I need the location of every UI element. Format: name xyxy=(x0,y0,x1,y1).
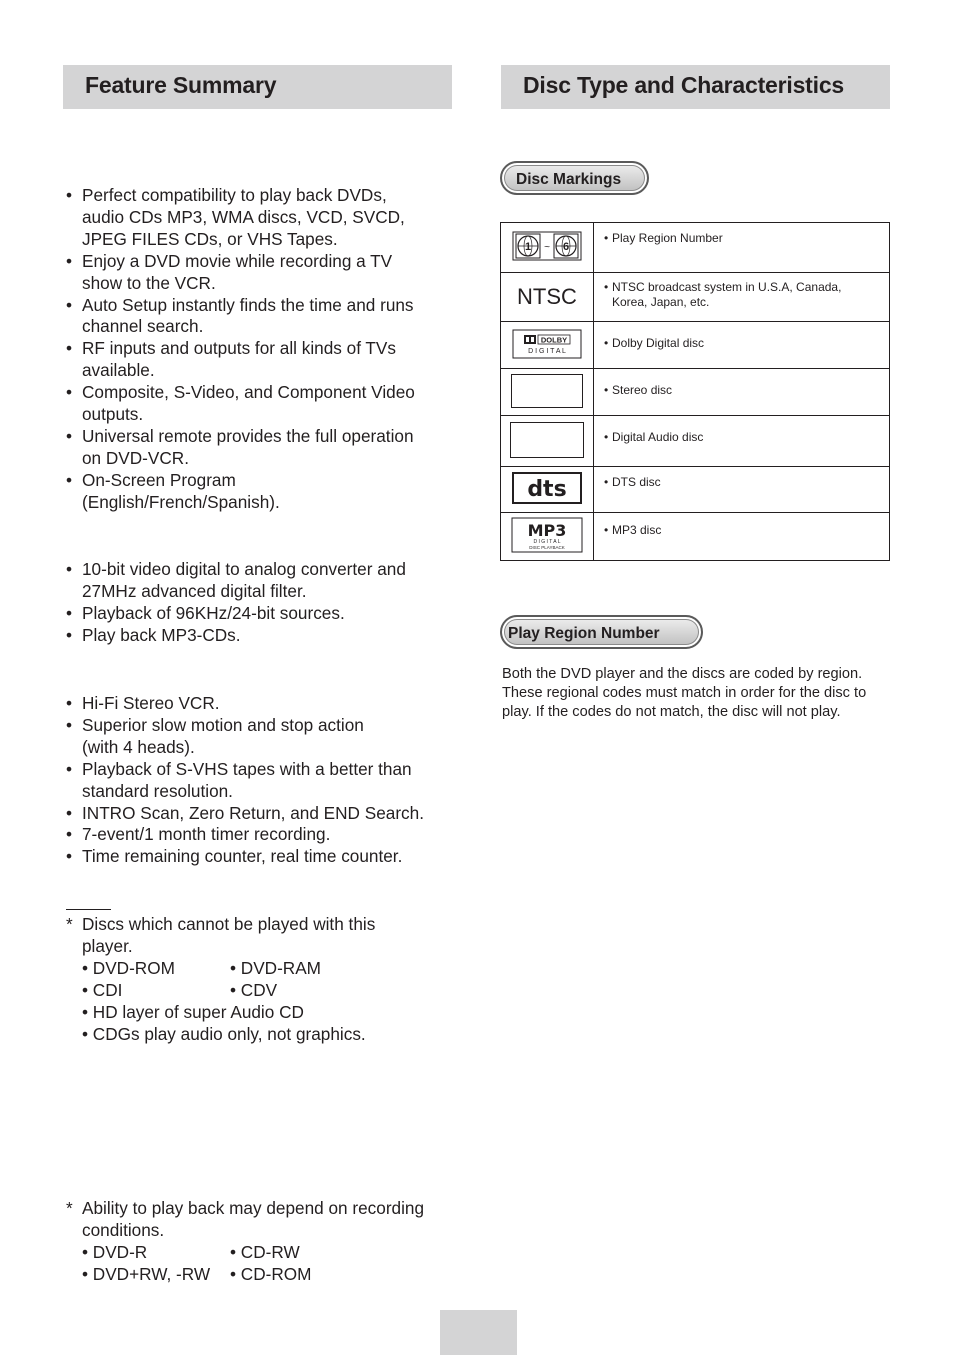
list-item-text: Universal remote provides the full operation xyxy=(82,425,414,446)
list-item-text: channel search. xyxy=(82,316,204,337)
list-item xyxy=(66,338,456,382)
note-pair xyxy=(82,1242,472,1264)
marking-description: • Stereo disc xyxy=(594,369,890,416)
marking-description: • MP3 disc xyxy=(594,513,890,561)
note-line: Discs which cannot be played with this xyxy=(82,914,376,934)
list-item-text: available. xyxy=(82,360,155,381)
list-item-text: Superior slow motion and stop action xyxy=(82,714,364,735)
list-item-text: (with 4 heads). xyxy=(82,736,195,757)
play-region-text: Both the DVD player and the discs are coded by region. These regional codes must match in order for the disc to play. If the codes do not match, the disc will not play. xyxy=(502,666,867,720)
list-item xyxy=(66,846,456,868)
list-item-text: Composite, S-Video, and Component Video xyxy=(82,382,415,403)
list-item-text: on DVD-VCR. xyxy=(82,447,189,468)
marking-description: • Play Region Number xyxy=(594,223,890,273)
dvd-features-list xyxy=(66,559,456,647)
svg-text:1: 1 xyxy=(524,241,532,253)
bullet-icon: • xyxy=(66,602,73,623)
list-item xyxy=(66,185,456,251)
bullet-icon: • xyxy=(66,185,73,205)
note-item: • DVD+RW, -RW xyxy=(82,1264,211,1285)
note-item: • CDGs play audio only, not graphics. xyxy=(82,1023,366,1044)
marking-description: • Dolby Digital disc xyxy=(594,322,890,369)
list-item-text: Enjoy a DVD movie while recording a TV xyxy=(82,250,393,271)
note-pair xyxy=(82,958,472,980)
note-item: • DVD-ROM xyxy=(82,957,175,978)
note-item: • HD layer of super Audio CD xyxy=(82,1001,304,1022)
note-line: conditions. xyxy=(82,1220,165,1241)
page-number-box xyxy=(440,1310,517,1355)
bullet-icon: • xyxy=(66,758,73,779)
list-item-text: audio CDs MP3, WMA discs, VCD, SVCD, xyxy=(82,206,405,227)
note-pair xyxy=(82,1264,472,1286)
note-item: • CDI xyxy=(82,979,123,1000)
disc-type-banner xyxy=(501,65,890,109)
list-item-text: (English/French/Spanish). xyxy=(82,491,280,512)
bullet-icon: • xyxy=(66,338,73,359)
list-item xyxy=(66,715,456,759)
marking-description: • NTSC broadcast system in U.S.A, Canada, Korea, Japan, etc. xyxy=(594,273,890,322)
svg-text:DISC PLAYBACK: DISC PLAYBACK xyxy=(529,545,565,550)
disc-type-title: Disc Type and Characteristics xyxy=(523,72,845,98)
list-item xyxy=(66,803,456,825)
general-features-list xyxy=(66,185,456,514)
svg-text:DOLBY: DOLBY xyxy=(540,335,568,344)
list-item xyxy=(66,426,456,470)
bullet-icon: • xyxy=(66,846,73,867)
dolby-digital-icon xyxy=(501,322,594,369)
dts-icon xyxy=(501,467,594,513)
list-item xyxy=(66,759,456,803)
note-asterisk: * xyxy=(66,914,73,934)
list-item-text: Time remaining counter, real time counter. xyxy=(82,846,403,867)
note-item: • CD-ROM xyxy=(230,1264,312,1285)
list-item-text: outputs. xyxy=(82,404,144,425)
list-item-text: Hi-Fi Stereo VCR. xyxy=(82,693,220,713)
disc-markings-table xyxy=(500,222,890,561)
bullet-icon: • xyxy=(66,824,73,845)
list-item xyxy=(66,824,456,846)
note-line: Ability to play back may depend on recording xyxy=(82,1198,425,1219)
svg-text:D I G I T A L: D I G I T A L xyxy=(528,347,566,355)
region-globe-icon xyxy=(501,223,594,273)
list-item-text: Perfect compatibility to play back DVDs, xyxy=(82,185,387,205)
list-item xyxy=(66,559,456,603)
svg-text:~: ~ xyxy=(544,242,550,253)
note-divider xyxy=(66,909,111,910)
list-item-text: show to the VCR. xyxy=(82,272,216,293)
table-row xyxy=(501,513,890,561)
list-item xyxy=(66,470,456,514)
marking-description: • Digital Audio disc xyxy=(594,416,890,467)
list-item-text: 10-bit video digital to analog converter and xyxy=(82,559,406,579)
ntsc-icon: NTSC xyxy=(501,273,594,322)
vcr-features-list xyxy=(66,693,456,868)
list-item-text: JPEG FILES CDs, or VHS Tapes. xyxy=(82,228,338,249)
feature-summary-title: Feature Summary xyxy=(85,72,277,98)
list-item xyxy=(66,625,456,647)
bullet-icon: • xyxy=(66,559,73,579)
svg-text:D I G I T A L: D I G I T A L xyxy=(533,539,561,545)
digital-audio-icon xyxy=(501,416,594,467)
table-row xyxy=(501,467,890,513)
note-item: • CD-RW xyxy=(230,1242,300,1263)
list-item-text: On-Screen Program xyxy=(82,469,236,490)
list-item xyxy=(66,603,456,625)
table-row xyxy=(501,273,890,322)
list-item-text: 27MHz advanced digital filter. xyxy=(82,580,307,601)
table-row xyxy=(501,369,890,416)
note-line: player. xyxy=(82,935,133,956)
bullet-icon: • xyxy=(66,802,73,823)
bullet-icon: • xyxy=(66,425,73,446)
list-item-text: RF inputs and outputs for all kinds of TVs xyxy=(82,338,396,359)
list-item-text: Playback of S-VHS tapes with a better than xyxy=(82,758,412,779)
list-item xyxy=(66,251,456,295)
disc-markings-label: Disc Markings xyxy=(500,161,649,195)
bullet-icon: • xyxy=(66,294,73,315)
marking-description: • DTS disc xyxy=(594,467,890,513)
list-item-text: Auto Setup instantly finds the time and runs xyxy=(82,294,414,315)
list-item-text: Playback of 96KHz/24-bit sources. xyxy=(82,602,345,623)
bullet-icon: • xyxy=(66,693,73,713)
table-row xyxy=(501,223,890,273)
bullet-icon: • xyxy=(66,469,73,490)
note-item: • DVD-R xyxy=(82,1242,148,1263)
list-item-text: 7-event/1 month timer recording. xyxy=(82,824,331,845)
bullet-icon: • xyxy=(66,714,73,735)
svg-text:dts: dts xyxy=(527,477,567,502)
list-item xyxy=(66,693,456,715)
table-row xyxy=(501,416,890,467)
note-asterisk: * xyxy=(66,1198,73,1219)
svg-text:6: 6 xyxy=(562,241,570,253)
bullet-icon: • xyxy=(66,382,73,403)
list-item xyxy=(66,295,456,339)
note-item: • DVD-RAM xyxy=(230,957,321,978)
bullet-icon: • xyxy=(66,250,73,271)
stereo-icon xyxy=(501,369,594,416)
feature-summary-banner xyxy=(63,65,452,109)
mp3-icon xyxy=(501,513,594,561)
note-unplayable-discs xyxy=(66,914,472,1045)
svg-text:MP3: MP3 xyxy=(527,521,567,540)
note-pair xyxy=(82,980,472,1002)
table-row xyxy=(501,322,890,369)
bullet-icon: • xyxy=(66,624,73,645)
play-region-label: Play Region Number xyxy=(500,615,703,649)
list-item-text: Play back MP3-CDs. xyxy=(82,624,241,645)
list-item-text: INTRO Scan, Zero Return, and END Search. xyxy=(82,802,424,823)
list-item-text: standard resolution. xyxy=(82,780,233,801)
list-item xyxy=(66,382,456,426)
note-item: • CDV xyxy=(230,979,278,1000)
note-recording-conditions xyxy=(66,1198,472,1286)
